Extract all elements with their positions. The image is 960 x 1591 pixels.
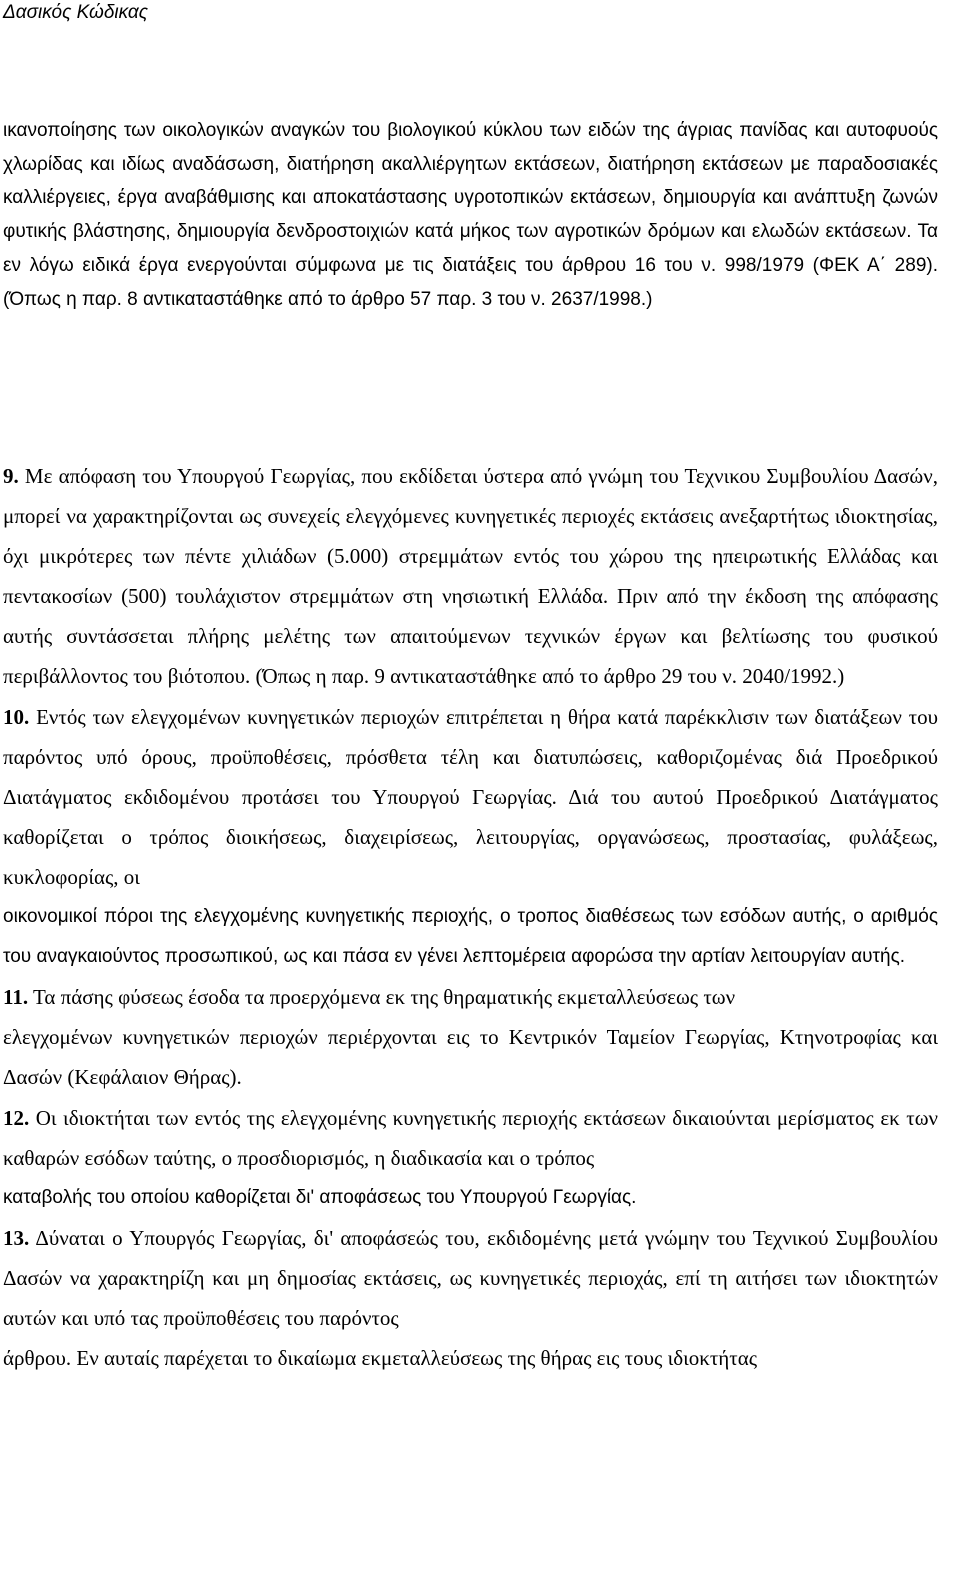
paragraph-11 — [3, 977, 938, 1017]
paragraph-10 — [3, 697, 938, 897]
paragraph-tail: καταβολής του οποίου καθορίζεται δι' αποφάσεως του Υπουργού Γεωργίας. — [3, 1186, 637, 1208]
paragraph-tail: ελεγχομένων κυνηγετικών περιοχών περιέρχονται εις το Κεντρικόν Ταμείον Γεωργίας, Κτηνοτροφίας και Δασών (Κεφάλαιον Θήρας). — [3, 1025, 938, 1090]
paragraph-13 — [3, 1218, 938, 1338]
paragraph-number: 9. — [3, 464, 19, 488]
paragraph-number: 10. — [3, 704, 30, 729]
paragraph-9 — [3, 456, 938, 697]
document-header-title: Δασικός Κώδικας — [3, 2, 148, 23]
paragraph-12 — [3, 1098, 938, 1178]
paragraph-12-continuation — [3, 1178, 938, 1218]
paragraph-number: 11. — [3, 985, 29, 1010]
paragraph-text: Τα πάσης φύσεως έσοδα τα προερχόμενα εκ της θηραματικής εκμεταλλεύσεως των — [32, 985, 736, 1010]
continuation-paragraph — [3, 114, 938, 316]
paragraph-number: 13. — [3, 1225, 30, 1250]
paragraph-text: Με απόφαση του Υπουργού Γεωργίας, που εκδίδεται ύστερα από γνώμη του Τεχνικου Συμβουλίου Δασών, μπορεί να χαρακτηρίζονται ως συνεχείς ελεγχόμενες κυνηγετικές περιοχές εκτάσεις ανεξαρτήτως ιδιοκτησίας, όχι μικρότερες των πέντε χιλιάδων (5.000) στρεμμάτων εντός του χώρου της ηπειρωτικής Ελλάδας και πεντακοσίων (500) τουλάχιστον στρεμμάτων στη νησιωτική Ελλάδα. Πριν από την έκδοση της απόφασης αυτής συντάσσεται πλήρης μελέτης των απαιτούμενων τεχνικών έργων και βελτίωσης του φυσικού περιβάλλοντος του βιότοπου. — [3, 464, 938, 689]
numbered-paragraphs — [3, 456, 938, 1378]
paragraph-text: Δύναται ο Υπουργός Γεωργίας, δι' αποφάσεώς του, εκδιδομένης μετά γνώμην του Τεχνικού Συμβουλίου Δασών να χαρακτηρίζη και μη δημοσίας εκτάσεις, ως κυνηγετικές περιοχάς, επί τη αιτήσει των ιδιοκτητών αυτών και υπό τας προϋποθέσεις του παρόντος — [3, 1225, 939, 1330]
continuation-text: ικανοποίησης των οικολογικών αναγκών του βιολογικού κύκλου των ειδών της άγριας πανίδας και αυτοφυούς χλωρίδας και ιδίως αναδάσωση, διατήρηση ακαλλιέργητων εκτάσεων, διατήρηση εκτάσεων με παραδοσιακές καλλιέργειες, έργα αναβάθμισης και αποκατάστασης υγροτοπικών εκτάσεων, δημιουργία και ανάπτυξη ζωνών φυτικής βλάστησης, δημιουργία δενδροστοιχιών κατά μήκος των αγροτικών δρόμων και ελωδών εκτάσεων. Τα εν λόγω ειδικά έργα ενεργούνται σύμφωνα με τις διατάξεις του άρθρου 16 του ν. 998/1979 (ΦΕΚ Α΄ 289). (Όπως η παρ. 8 αντικαταστάθηκε από το άρθρο 57 παρ. 3 του ν. 2637/1998.) — [3, 120, 938, 310]
paragraph-10-continuation — [3, 897, 938, 977]
paragraph-text: Εντός των ελεγχομένων κυνηγετικών περιοχών επιτρέπεται η θήρα κατά παρέκκλισιν των διατάξεων του παρόντος υπό όρους, προϋποθέσεις, πρόσθετα τέλη και διατυπώσεις, καθοριζομένας διά Προεδρικού Διατάγματος εκδιδομένου προτάσει του Υπουργού Γεωργίας. Διά του αυτού Προεδρικού Διατάγματος καθορίζεται ο τρόπος διοικήσεως, διαχειρίσεως, λειτουργίας, οργανώσεως, προστασίας, φυλάξεως, κυκλοφορίας, οι — [3, 704, 939, 889]
paragraph-note: (Όπως η παρ. 9 αντικαταστάθηκε από το άρθρο 29 του ν. 2040/1992.) — [255, 664, 845, 689]
paragraph-tail: οικονομικοί πόροι της ελεγχομένης κυνηγετικής περιοχής, ο τροπος διαθέσεως των εσόδων αυτής, ο αριθμός του αναγκαιούντος προσωπικού, ως και πάσα εν γένει λεπτομέρεια αφορώσα την αρτίαν λειτουργίαν αυτής. — [3, 906, 938, 968]
paragraph-11-continuation — [3, 1017, 938, 1097]
paragraph-13-continuation — [3, 1338, 938, 1378]
paragraph-tail: άρθρου. Εν αυταίς παρέχεται το δικαίωμα εκμεταλλεύσεως της θήρας εις τους ιδιοκτήτας — [3, 1346, 758, 1371]
paragraph-number: 12. — [3, 1105, 30, 1130]
paragraph-text: Οι ιδιοκτήται των εντός της ελεγχομένης κυνηγετικής περιοχής εκτάσεων δικαιούνται μερίσματος εκ των καθαρών εσόδων ταύτης, ο προσδιορισμός, η διαδικασία και ο τρόπος — [3, 1105, 939, 1170]
